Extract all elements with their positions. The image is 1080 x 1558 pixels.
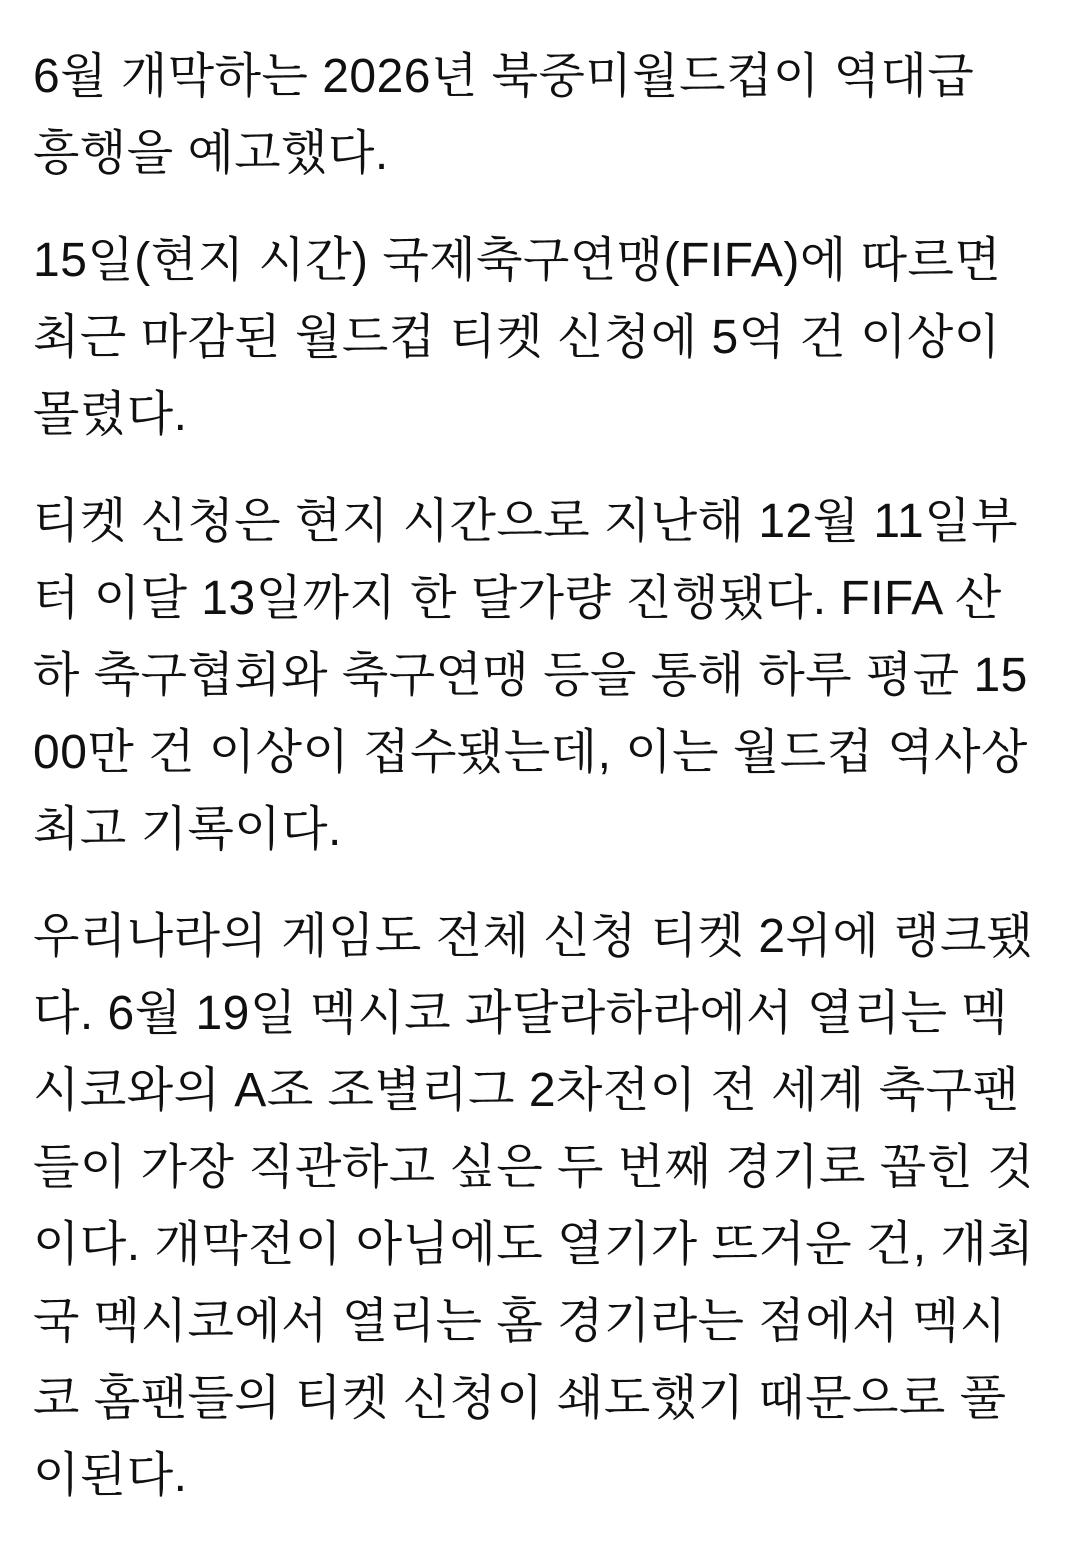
article-paragraph-4 [33,898,1050,1514]
text-line: 티켓 신청은 현지 시간으로 지난해 12월 11일부 [33,495,1018,548]
text-line: 들이 가장 직관하고 싶은 두 번째 경기로 꼽힌 것 [33,1141,1035,1194]
text-line: 15일(현지 시간) 국제축구연맹(FIFA)에 따르면 [33,234,1002,287]
text-line: 하 축구협회와 축구연맹 등을 통해 하루 평균 15 [33,649,1028,702]
text-line: 국 멕시코에서 열리는 홈 경기라는 점에서 멕시 [33,1295,1007,1348]
text-line: 00만 건 이상이 접수됐는데, 이는 월드컵 역사상 [33,726,1028,779]
article-paragraph-2 [33,222,1050,453]
text-line: 터 이달 13일까지 한 달가량 진행됐다. FIFA 산 [33,572,1002,625]
text-line: 시코와의 A조 조별리그 2차전이 전 세계 축구팬 [33,1064,1020,1117]
text-line: 최근 마감된 월드컵 티켓 신청에 5억 건 이상이 [33,311,1001,364]
article-paragraph-3 [33,483,1050,868]
text-line: 코 홈팬들의 티켓 신청이 쇄도했기 때문으로 풀 [33,1372,1007,1425]
text-line: 이된다. [33,1449,188,1502]
text-line: 이다. 개막전이 아님에도 열기가 뜨거운 건, 개최 [33,1218,1035,1271]
text-line: 흥행을 예고했다. [33,127,389,180]
text-line: 6월 개막하는 2026년 북중미월드컵이 역대급 [33,50,975,103]
text-line: 몰렸다. [33,388,188,441]
text-line: 다. 6월 19일 멕시코 과달라하라에서 열리는 멕 [33,987,1009,1040]
text-line: 최고 기록이다. [33,803,342,856]
text-line: 우리나라의 게임도 전체 신청 티켓 2위에 랭크됐 [33,910,1034,963]
article-paragraph-1 [33,38,1050,192]
